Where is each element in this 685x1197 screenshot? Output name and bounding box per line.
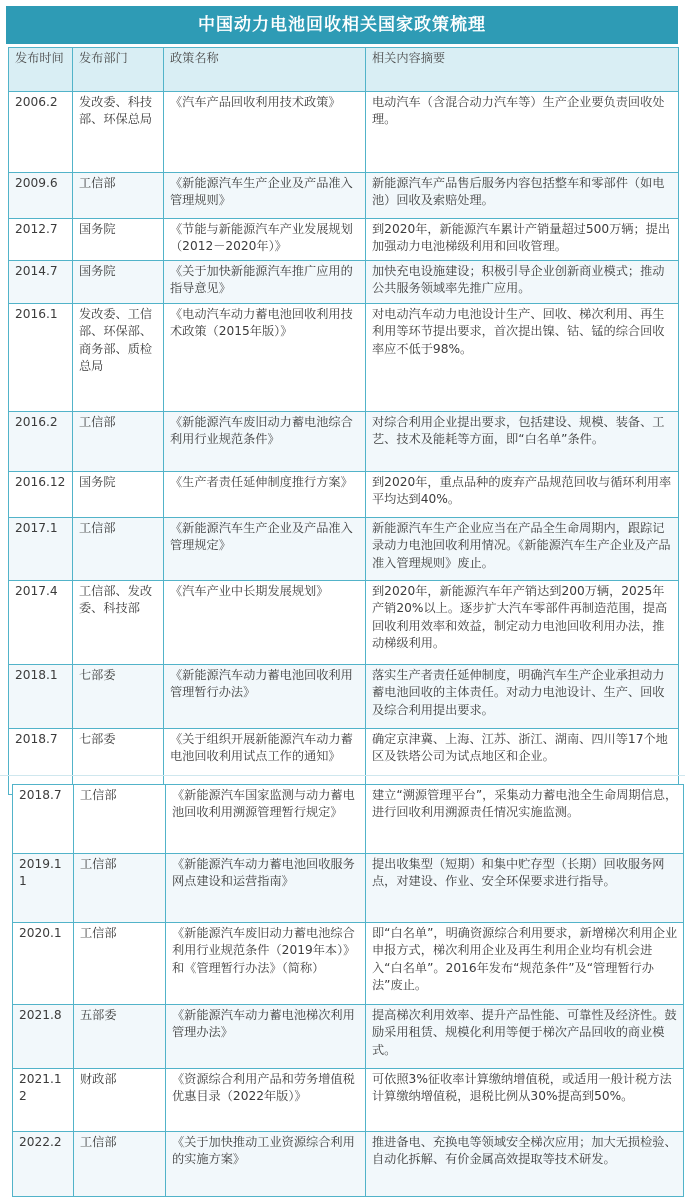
date-cell: 2016.1 xyxy=(9,304,73,412)
policy-name-cell: 《新能源汽车动力蓄电池回收利用管理暂行办法》 xyxy=(164,665,366,729)
date-cell: 2018.7 xyxy=(9,729,73,795)
date-cell: 2018.7 xyxy=(13,785,74,854)
department-cell: 财政部 xyxy=(74,1069,166,1132)
policy-name-cell: 《新能源汽车国家监测与动力蓄电池回收利用溯源管理暂行规定》 xyxy=(166,785,366,854)
summary-cell: 提出收集型（短期）和集中贮存型（长期）回收服务网点，对建设、作业、安全环保要求进行指导。 xyxy=(366,854,684,923)
table-row xyxy=(13,1005,684,1069)
summary-cell: 提高梯次利用效率、提升产品性能、可靠性及经济性。鼓励采用租赁、规模化利用等便于梯次产品回收的商业模式。 xyxy=(366,1005,684,1069)
date-cell: 2021.12 xyxy=(13,1069,74,1132)
summary-cell: 电动汽车（含混合动力汽车等）生产企业要负责回收处理。 xyxy=(366,92,679,173)
date-cell: 2020.1 xyxy=(13,923,74,1005)
department-cell: 国务院 xyxy=(73,261,164,304)
summary-cell: 落实生产者责任延伸制度，明确汽车生产企业承担动力蓄电池回收的主体责任。对动力电池设计、生产、回收及综合利用提出要求。 xyxy=(366,665,679,729)
department-cell: 发改委、工信部、环保部、商务部、质检总局 xyxy=(73,304,164,412)
policy-name-cell: 《关于加快新能源汽车推广应用的指导意见》 xyxy=(164,261,366,304)
summary-cell: 即“白名单”，明确资源综合利用要求，新增梯次利用企业申报方式，梯次利用企业及再生利用企业均有机会进入“白名单”。2016年发布“规范条件”及“管理暂行办法”废止。 xyxy=(366,923,684,1005)
policy-name-cell: 《新能源汽车废旧动力蓄电池综合利用行业规范条件（2019年本）》和《管理暂行办法》（简称） xyxy=(166,923,366,1005)
summary-cell: 对综合利用企业提出要求，包括建设、规模、装备、工艺、技术及能耗等方面，即“白名单”条件。 xyxy=(366,412,679,472)
date-cell: 2021.8 xyxy=(13,1005,74,1069)
summary-cell: 到2020年，重点品种的废弃产品规范回收与循环利用率平均达到40%。 xyxy=(366,472,679,518)
department-cell: 七部委 xyxy=(73,665,164,729)
summary-cell: 加快充电设施建设；积极引导企业创新商业模式；推动公共服务领域率先推广应用。 xyxy=(366,261,679,304)
policy-name-cell: 《电动汽车动力蓄电池回收利用技术政策（2015年版）》 xyxy=(164,304,366,412)
policy-name-cell: 《资源综合利用产品和劳务增值税优惠目录（2022年版）》 xyxy=(166,1069,366,1132)
department-cell: 工信部、发改委、科技部 xyxy=(73,581,164,665)
table-row xyxy=(9,173,679,219)
date-cell: 2014.7 xyxy=(9,261,73,304)
policy-name-cell: 《新能源汽车动力蓄电池梯次利用管理办法》 xyxy=(166,1005,366,1069)
table-row xyxy=(13,1069,684,1132)
policy-name-cell: 《生产者责任延伸制度推行方案》 xyxy=(164,472,366,518)
policy-name-cell: 《汽车产品回收利用技术政策》 xyxy=(164,92,366,173)
policy-table-part-1 xyxy=(8,47,679,795)
date-cell: 2016.2 xyxy=(9,412,73,472)
column-header-department: 发布部门 xyxy=(73,48,164,92)
policy-name-cell: 《新能源汽车生产企业及产品准入管理规则》 xyxy=(164,173,366,219)
department-cell: 七部委 xyxy=(73,729,164,795)
summary-cell: 到2020年，新能源汽车年产销达到200万辆，2025年产销20%以上。逐步扩大汽车零部件再制造范围，提高回收利用效率和效益，制定动力电池回收利用办法，推动梯级利用。 xyxy=(366,581,679,665)
policy-name-cell: 《新能源汽车生产企业及产品准入管理规定》 xyxy=(164,518,366,581)
summary-cell: 确定京津冀、上海、江苏、浙江、湖南、四川等17个地区及铁塔公司为试点地区和企业。 xyxy=(366,729,679,795)
summary-cell: 到2020年，新能源汽车累计产销量超过500万辆；提出加强动力电池梯级利用和回收管理。 xyxy=(366,219,679,261)
date-cell: 2019.11 xyxy=(13,854,74,923)
department-cell: 工信部 xyxy=(73,518,164,581)
date-cell: 2017.1 xyxy=(9,518,73,581)
table-row xyxy=(9,581,679,665)
table-row xyxy=(13,785,684,854)
summary-cell: 新能源汽车生产企业应当在产品全生命周期内，跟踪记录动力电池回收利用情况。《新能源汽车生产企业及产品准入管理规则》废止。 xyxy=(366,518,679,581)
policy-name-cell: 《节能与新能源汽车产业发展规划（2012－2020年）》 xyxy=(164,219,366,261)
table-row xyxy=(9,261,679,304)
policy-table-part-2 xyxy=(12,784,684,1197)
summary-cell: 建立“溯源管理平台”，采集动力蓄电池全生命周期信息，进行回收利用溯源责任情况实施监测。 xyxy=(366,785,684,854)
policy-name-cell: 《新能源汽车废旧动力蓄电池综合利用行业规范条件》 xyxy=(164,412,366,472)
department-cell: 工信部 xyxy=(74,854,166,923)
date-cell: 2009.6 xyxy=(9,173,73,219)
table-row xyxy=(13,923,684,1005)
summary-cell: 推进备电、充换电等领域安全梯次应用；加大无损检验、自动化拆解、有价金属高效提取等技术研发。 xyxy=(366,1132,684,1197)
table-row xyxy=(9,412,679,472)
department-cell: 工信部 xyxy=(74,785,166,854)
table-row xyxy=(13,1132,684,1197)
policy-name-cell: 《汽车产业中长期发展规划》 xyxy=(164,581,366,665)
date-cell: 2017.4 xyxy=(9,581,73,665)
section-divider xyxy=(0,775,685,776)
policy-name-cell: 《关于加快推动工业资源综合利用的实施方案》 xyxy=(166,1132,366,1197)
policy-name-cell: 《新能源汽车动力蓄电池回收服务网点建设和运营指南》 xyxy=(166,854,366,923)
department-cell: 工信部 xyxy=(73,173,164,219)
column-header-summary: 相关内容摘要 xyxy=(366,48,679,92)
date-cell: 2018.1 xyxy=(9,665,73,729)
date-cell: 2012.7 xyxy=(9,219,73,261)
summary-cell: 可依照3%征收率计算缴纳增值税，或适用一般计税方法计算缴纳增值税，退税比例从30%提高到50%。 xyxy=(366,1069,684,1132)
column-header-date: 发布时间 xyxy=(9,48,73,92)
department-cell: 国务院 xyxy=(73,219,164,261)
table-row xyxy=(9,92,679,173)
department-cell: 五部委 xyxy=(74,1005,166,1069)
table-row xyxy=(13,854,684,923)
department-cell: 工信部 xyxy=(74,1132,166,1197)
department-cell: 工信部 xyxy=(74,923,166,1005)
date-cell: 2006.2 xyxy=(9,92,73,173)
department-cell: 工信部 xyxy=(73,412,164,472)
summary-cell: 新能源汽车产品售后服务内容包括整车和零部件（如电池）回收及索赔处理。 xyxy=(366,173,679,219)
department-cell: 发改委、科技部、环保总局 xyxy=(73,92,164,173)
table-row xyxy=(9,518,679,581)
department-cell: 国务院 xyxy=(73,472,164,518)
column-header-policy-name: 政策名称 xyxy=(164,48,366,92)
table-row xyxy=(9,472,679,518)
table-row xyxy=(9,219,679,261)
page-title: 中国动力电池回收相关国家政策梳理 xyxy=(6,6,678,44)
table-row xyxy=(9,665,679,729)
summary-cell: 对电动汽车动力电池设计生产、回收、梯次利用、再生利用等环节提出要求，首次提出镍、钴、锰的综合回收率应不低于98%。 xyxy=(366,304,679,412)
policy-name-cell: 《关于组织开展新能源汽车动力蓄电池回收利用试点工作的通知》 xyxy=(164,729,366,795)
table-row xyxy=(9,304,679,412)
date-cell: 2022.2 xyxy=(13,1132,74,1197)
date-cell: 2016.12 xyxy=(9,472,73,518)
